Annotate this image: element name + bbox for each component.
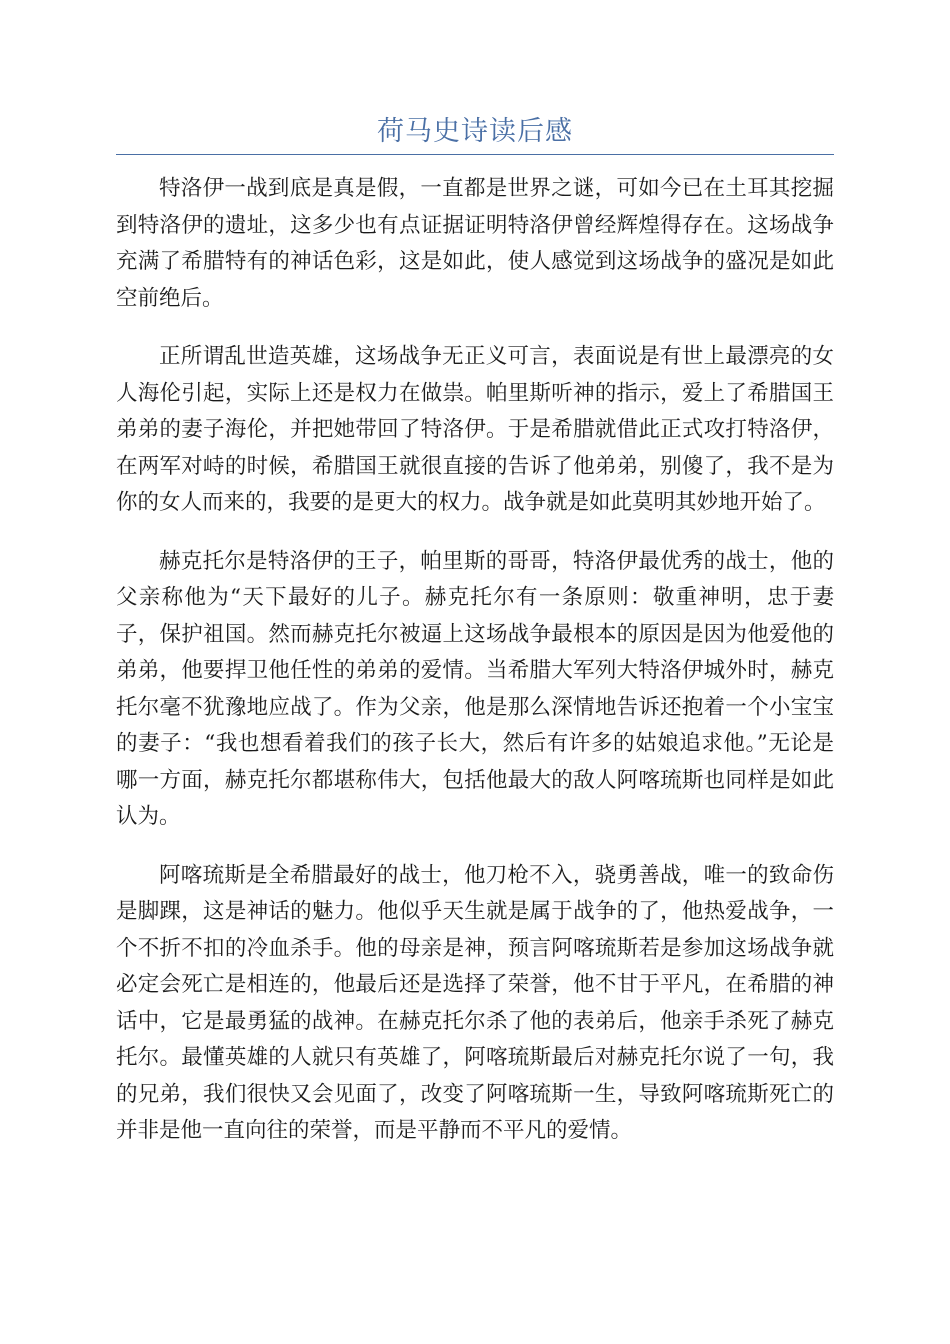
paragraph-1: 特洛伊一战到底是真是假，一直都是世界之谜，可如今已在土耳其挖掘到特洛伊的遗址，这多少也有点证据证明特洛伊曾经辉煌得存在。这场战争充满了希腊特有的神话色彩，这是如此，使人感觉到这场战争的盛况是如此空前绝后。 xyxy=(116,176,834,311)
page-title: 荷马史诗读后感 xyxy=(377,116,573,147)
paragraph-3: 赫克托尔是特洛伊的王子，帕里斯的哥哥，特洛伊最优秀的战士，他的父亲称他为“天下最好的儿子。赫克托尔有一条原则：敬重神明，忠于妻子，保护祖国。然而赫克托尔被逼上这场战争最根本的原因是因为他爱他的弟弟，他要捍卫他任性的弟弟的爱情。当希腊大军列大特洛伊城外时，赫克托尔毫不犹豫地应战了。作为父亲，他是那么深情地告诉还抱着一个小宝宝的妻子：“我也想看着我们的孩子长大，然后有许多的姑娘追求他。”无论是哪一方面，赫克托尔都堪称伟大，包括他最大的敌人阿喀琉斯也同样是如此认为。 xyxy=(116,548,834,829)
paragraph-2: 正所谓乱世造英雄，这场战争无正义可言，表面说是有世上最漂亮的女人海伦引起，实际上还是权力在做祟。帕里斯听神的指示，爱上了希腊国王弟弟的妻子海伦，并把她带回了特洛伊。于是希腊就借此正式攻打特洛伊，在两军对峙的时候，希腊国王就很直接的告诉了他弟弟，别傻了，我不是为你的女人而来的，我要的是更大的权力。战争就是如此莫明其妙地开始了。 xyxy=(116,344,834,515)
title-underline-divider xyxy=(116,154,834,155)
document-body xyxy=(116,171,834,1172)
paragraph-4: 阿喀琉斯是全希腊最好的战士，他刀枪不入，骁勇善战，唯一的致命伤是脚踝，这是神话的魅力。他似乎天生就是属于战争的了，他热爱战争，一个不折不扣的冷血杀手。他的母亲是神，预言阿喀琉斯若是参加这场战争就必定会死亡是相连的，他最后还是选择了荣誉，他不甘于平凡，在希腊的神话中，它是最勇猛的战神。在赫克托尔杀了他的表弟后，他亲手杀死了赫克托尔。最懂英雄的人就只有英雄了，阿喀琉斯最后对赫克托尔说了一句，我的兄弟，我们很快又会见面了，改变了阿喀琉斯一生，导致阿喀琉斯死亡的并非是他一直向往的荣誉，而是平静而不平凡的爱情。 xyxy=(116,862,834,1143)
